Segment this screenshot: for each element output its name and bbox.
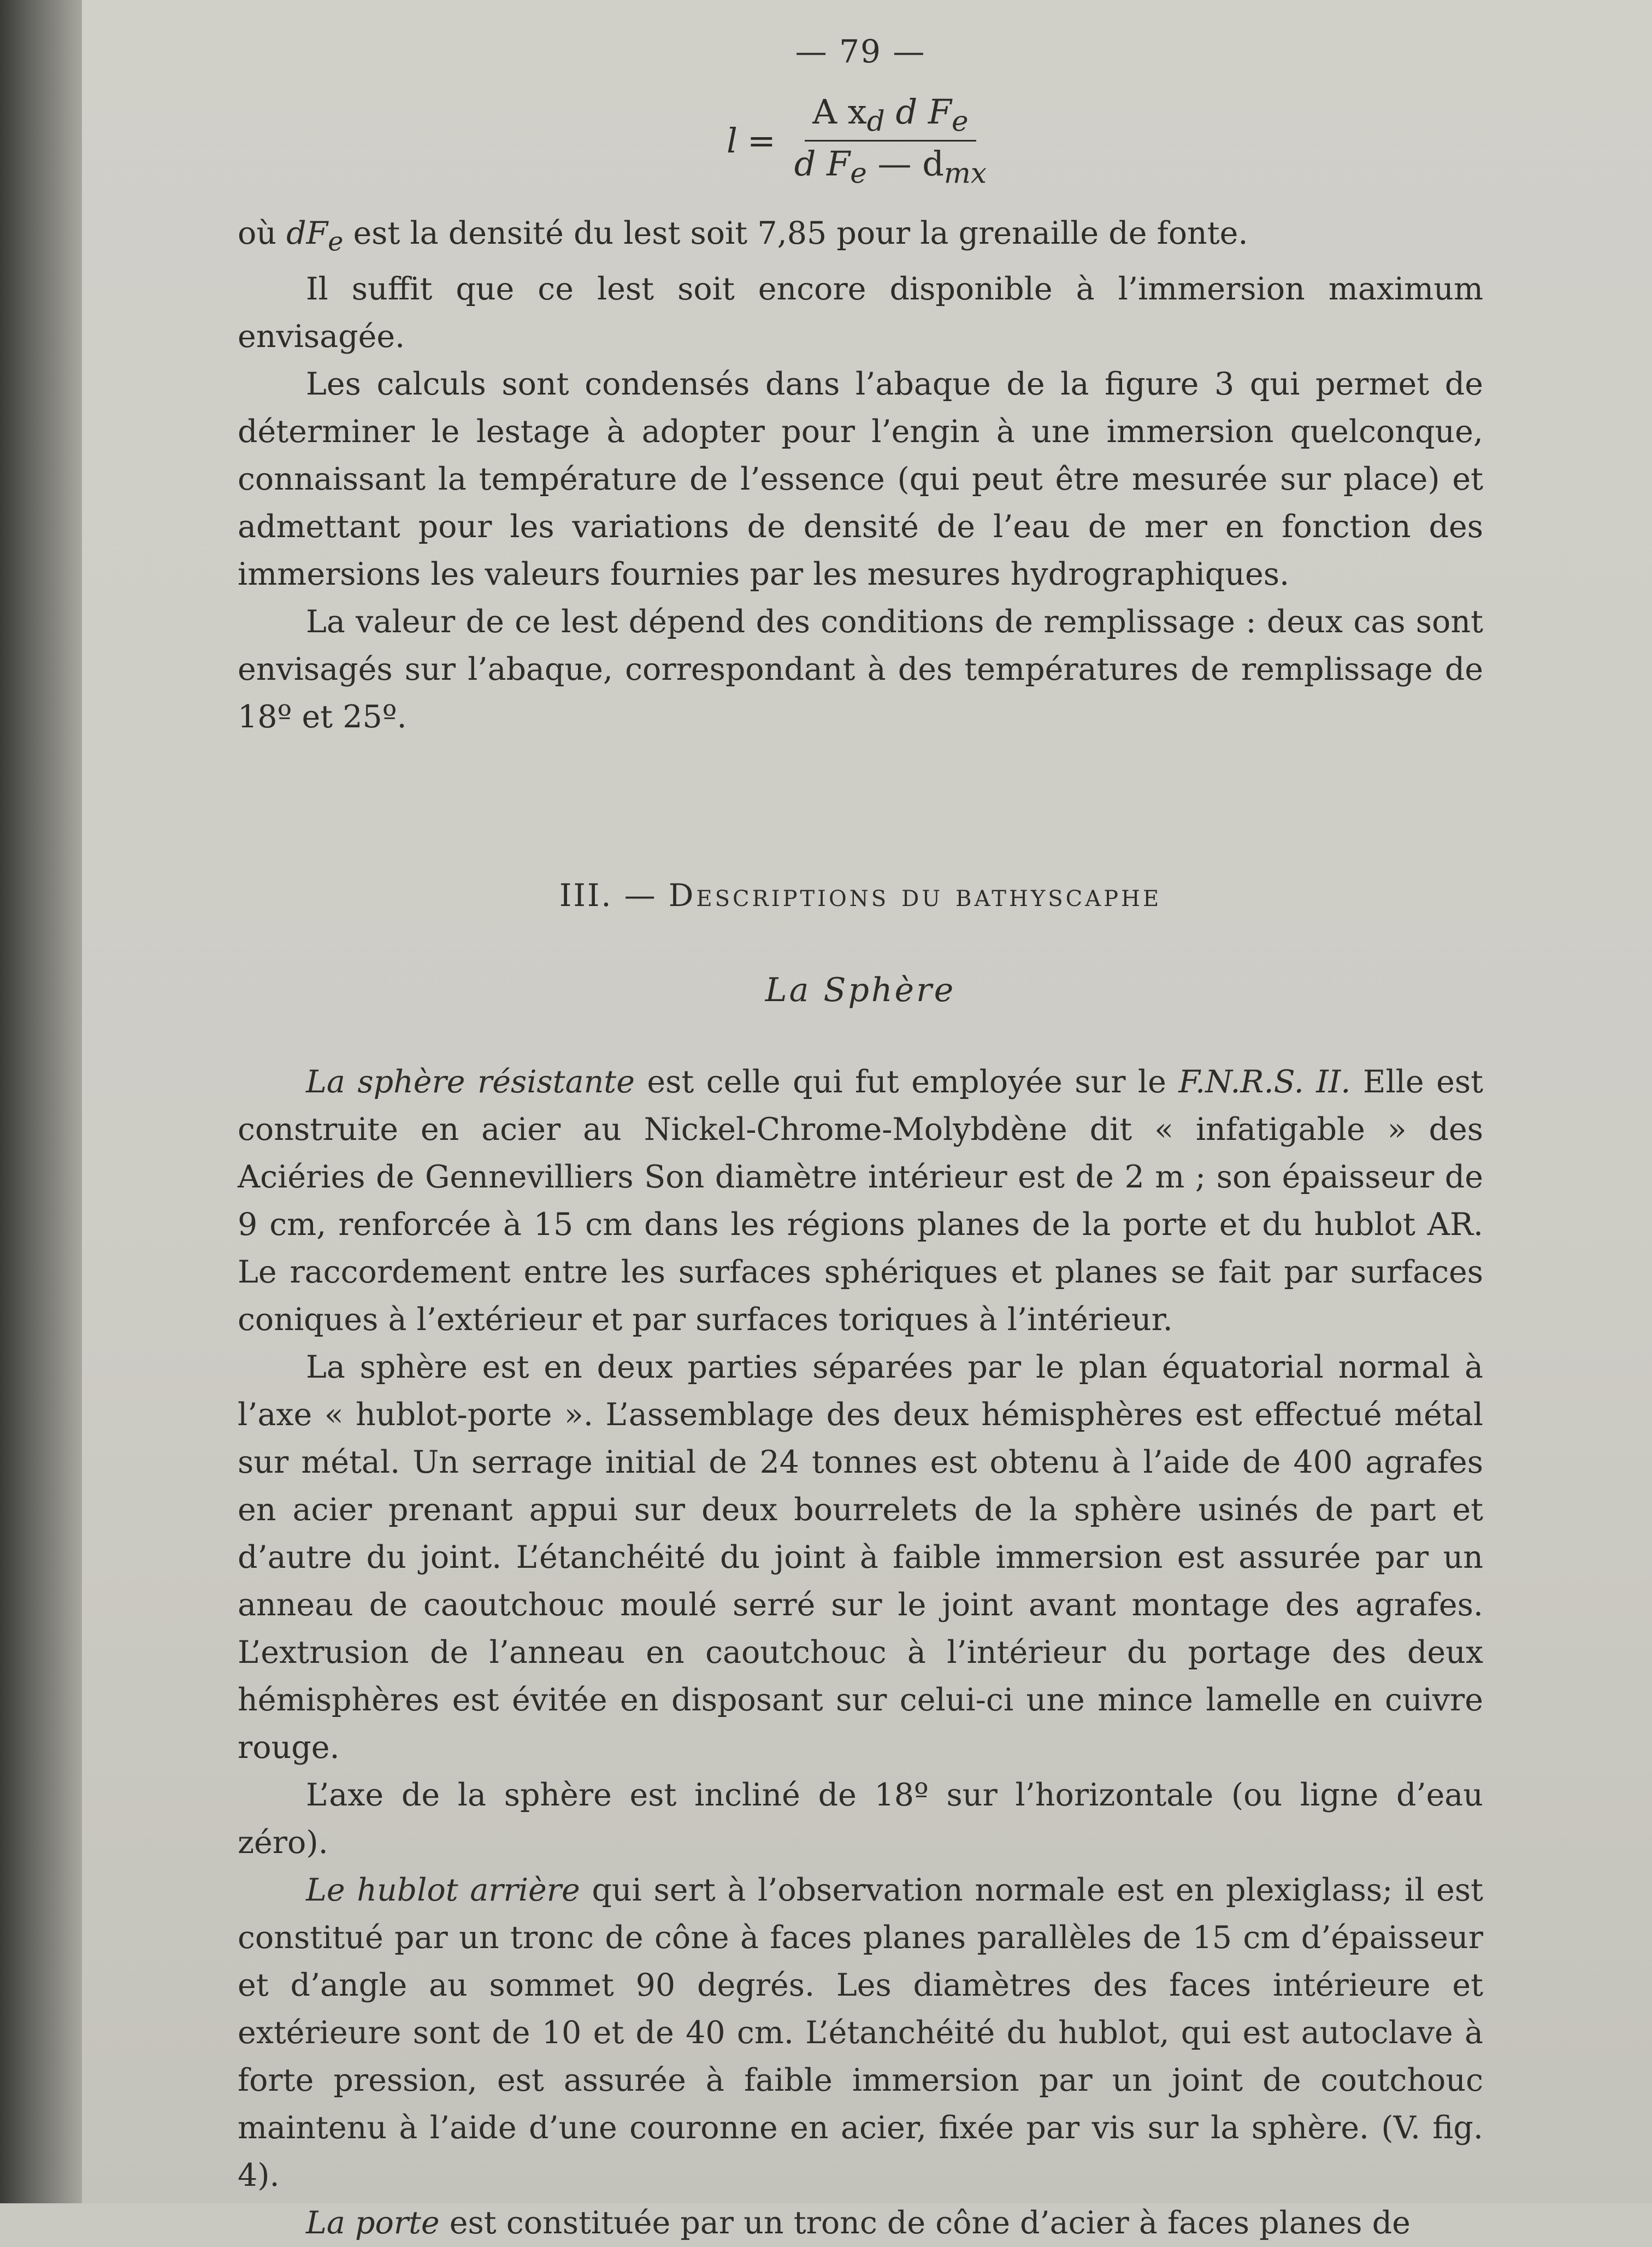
section-heading: III. — Descriptions du bathyscaphe <box>559 878 1162 914</box>
ballast-formula <box>238 92 1483 190</box>
paragraph-density: où $dF_e$ est la densité du lest soit 7,85 pour la grenaille de fonte. <box>238 215 1248 257</box>
book-gutter-shadow <box>0 0 82 2203</box>
paragraph-door: La porte est constituée par un tronc de cône d’acier à faces planes de <box>306 2205 1411 2242</box>
paragraph-sphere-assembly: La sphère est en deux parties séparées par le plan équatorial normal à l’axe « hublot-porte ». L’assemblage des deux hémisphères est effectué métal sur métal. Un serrage initial de 24 tonnes est obtenu à l’aide de 400 agrafes en acier prenant appui sur deux bourrelets de la sphère usinés de part et d’autre du joint. L’étanchéité du joint à faible immersion est assurée par un anneau de caoutchouc moulé serré sur le joint avant montage des agrafes. L’extrusion de l’anneau en caoutchouc à l’intérieur du portage des deux hémisphères est évitée en disposant sur celui-ci une mince lamelle en cuivre rouge. <box>238 1349 1483 1766</box>
page-content <box>238 33 1483 2247</box>
paragraph-sphere-resistance: La sphère résistante est celle qui fut employée sur le F.N.R.S. II. Elle est construite en acier au Nickel-Chrome-Molybdène dit « infatigable » des Aciéries de Gennevilliers Son diamètre intérieur est de 2 m ; son épaisseur de 9 cm, renforcée à 15 cm dans les régions planes de la porte et du hublot AR. Le raccordement entre les surfaces sphériques et planes se fait par surfaces coniques à l’extérieur et par surfaces toriques à l’intérieur. <box>238 1064 1484 1338</box>
paragraph-filling-conditions: La valeur de ce lest dépend des conditions de remplissage : deux cas sont envisagés sur l’abaque, correspondant à des températures de remplissage de 18º et 25º. <box>238 604 1483 736</box>
formula-lhs: l <box>726 121 738 161</box>
paragraph-ballast-available: Il suffit que ce lest soit encore disponible à l’immersion maximum envisagée. <box>238 271 1483 355</box>
paragraph-sphere-axis: L’axe de la sphère est incliné de 18º sur l’horizontale (ou ligne d’eau zéro). <box>238 1777 1483 1861</box>
page-number: — 79 — <box>795 33 926 70</box>
paragraph-abacus: Les calculs sont condensés dans l’abaque de la figure 3 qui permet de déterminer le lestage à adopter pour l’engin à une immersion quelconque, connaissant la température de l’essence (qui peut être mesurée sur place) et admettant pour les variations de densité de l’eau de mer en fonction des immersions les valeurs fournies par les mesures hydrographiques. <box>238 366 1483 593</box>
formula-fraction <box>787 92 994 190</box>
formula-denominator: d $F_e$ — $d_{mx}$ <box>794 144 987 190</box>
subheading-sphere: La Sphère <box>765 971 956 1010</box>
formula-equals: = <box>747 121 776 161</box>
paragraph-rear-porthole: Le hublot arrière qui sert à l’observation normale est en plexiglass; il est constitué par un tronc de cône à faces planes parallèles de 15 cm d’épaisseur et d’angle au sommet 90 degrés. Les diamètres des faces intérieure et extérieure sont de 10 et de 40 cm. L’étanchéité du hublot, qui est autoclave à forte pression, est assurée à faible immersion par un joint de coutchouc maintenu à l’aide d’une couronne en acier, fixée par vis sur la sphère. (V. fig. 4). <box>238 1872 1483 2194</box>
formula-numerator: A $x_d$ d $F_e$ <box>805 92 976 142</box>
